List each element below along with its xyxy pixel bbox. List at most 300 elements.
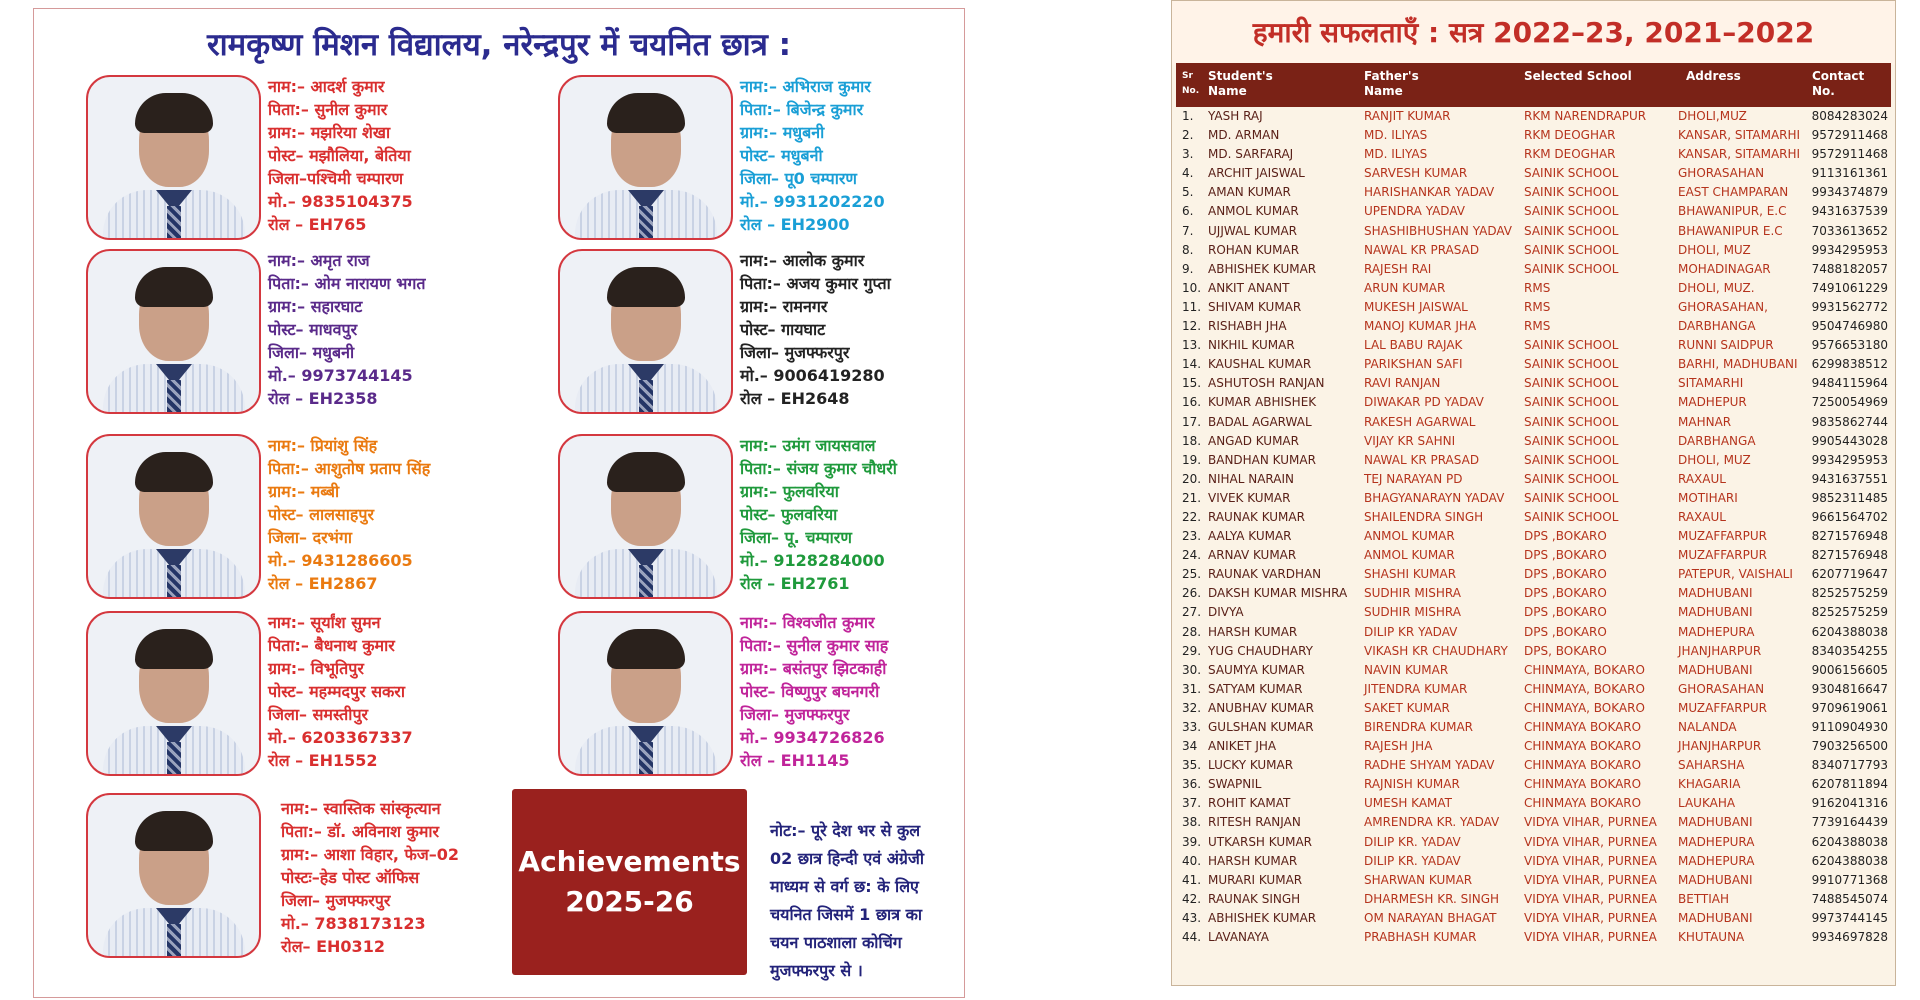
detail-line: मो.– 9431286605 — [268, 551, 413, 570]
cell-address: DHOLI, MUZ — [1678, 452, 1751, 467]
detail-line: पोस्टः–हेड पोस्ट ऑफिस — [281, 868, 420, 887]
cell-sr: 20. — [1182, 471, 1202, 486]
cell-contact: 9431637539 — [1811, 204, 1888, 219]
cell-father-name: HARISHANKAR YADAV — [1364, 185, 1495, 200]
cell-father-name: ANMOL KUMAR — [1364, 548, 1455, 563]
cell-contact: 9905443028 — [1811, 433, 1888, 448]
cell-contact: 8252575259 — [1811, 605, 1888, 620]
cell-father-name: RAVI RANJAN — [1364, 376, 1441, 391]
cell-school: RKM NARENDRAPUR — [1524, 109, 1647, 123]
cell-father-name: SHASHIBHUSHAN YADAV — [1364, 223, 1512, 238]
detail-line: मुजफ्फरपुर से । — [770, 961, 863, 980]
cell-student-name: HARSH KUMAR — [1208, 853, 1298, 868]
table-row — [1176, 298, 1891, 317]
cell-student-name: ABHISHEK KUMAR — [1208, 910, 1317, 925]
cell-address: MOHADINAGAR — [1678, 261, 1771, 276]
cell-sr: 4. — [1182, 166, 1194, 181]
cell-father-name: UMESH KAMAT — [1364, 796, 1453, 811]
table-row — [1176, 584, 1891, 603]
detail-line: नाम:– स्वास्तिक सांस्कृत्यान — [281, 799, 441, 818]
cell-school: DPS, BOKARO — [1524, 643, 1607, 658]
cell-school: CHINMAYA, BOKARO — [1524, 662, 1645, 677]
cell-student-name: LUCKY KUMAR — [1208, 758, 1294, 773]
cell-school: VIDYA VIHAR, PURNEA — [1524, 834, 1657, 849]
cell-contact: 9931562772 — [1811, 299, 1888, 314]
cell-father-name: DILIP KR. YADAV — [1364, 853, 1461, 868]
cell-school: VIDYA VIHAR, PURNEA — [1524, 930, 1657, 945]
table-row — [1176, 833, 1891, 852]
detail-line: चयन पाठशाला कोचिंग — [770, 933, 902, 952]
cell-sr: 3. — [1182, 147, 1194, 162]
cell-student-name: YUG CHAUDHARY — [1208, 643, 1313, 658]
detail-line: पिता:– आशुतोष प्रताप सिंह — [268, 459, 431, 478]
cell-school: DPS ,BOKARO — [1524, 529, 1607, 544]
cell-address: MAHNAR — [1678, 414, 1732, 429]
cell-school: RKM DEOGHAR — [1524, 147, 1616, 162]
detail-line: जिला– पू0 चम्पारण — [740, 169, 857, 188]
cell-contact: 9661564702 — [1811, 509, 1888, 524]
cell-student-name: ANIKET JHA — [1208, 739, 1277, 754]
table-row — [1176, 527, 1891, 546]
table-row — [1176, 718, 1891, 737]
cell-address: MADHEPURA — [1678, 624, 1755, 639]
cell-sr: 32. — [1182, 700, 1202, 715]
cell-sr: 23. — [1182, 529, 1202, 544]
cell-school: SAINIK SCHOOL — [1524, 357, 1619, 372]
cell-address: KHUTAUNA — [1678, 930, 1745, 945]
detail-line: नाम:– अभिराज कुमार — [740, 77, 871, 96]
cell-contact: 9934295953 — [1811, 242, 1888, 257]
cell-contact: 8084283024 — [1811, 109, 1888, 123]
cell-address: PATEPUR, VAISHALI — [1678, 567, 1793, 582]
cell-address: DARBHANGA — [1678, 433, 1756, 448]
achievements-banner — [512, 789, 747, 975]
cell-address: NALANDA — [1678, 720, 1737, 734]
cell-school: SAINIK SCHOOL — [1524, 452, 1619, 467]
table-row — [1176, 699, 1891, 718]
detail-line: पिता:– सुनील कुमार साह — [740, 636, 889, 655]
cell-father-name: NAWAL KR PRASAD — [1364, 242, 1480, 257]
detail-line: नाम:– आदर्श कुमार — [268, 77, 385, 96]
detail-line: नाम:– प्रियांशु सिंह — [268, 436, 378, 455]
cell-school: SAINIK SCHOOL — [1524, 509, 1619, 524]
cell-sr: 30. — [1182, 662, 1202, 677]
detail-line: पिता:– सुनील कुमार — [268, 100, 388, 119]
cell-address: GHORASAHAN, — [1678, 299, 1768, 314]
cell-school: DPS ,BOKARO — [1524, 548, 1607, 563]
table-row — [1176, 890, 1891, 909]
cell-sr: 21. — [1182, 490, 1202, 505]
cell-student-name: GULSHAN KUMAR — [1208, 720, 1314, 734]
cell-student-name: NIKHIL KUMAR — [1208, 338, 1295, 353]
table-row — [1176, 355, 1891, 374]
table-row — [1176, 794, 1891, 813]
cell-address: KANSAR, SITAMARHI — [1678, 147, 1801, 162]
cell-address: DARBHANGA — [1678, 319, 1756, 334]
cell-father-name: BHAGYANARAYN YADAV — [1364, 490, 1505, 505]
cell-school: VIDYA VIHAR, PURNEA — [1524, 853, 1657, 868]
cell-student-name: SHIVAM KUMAR — [1208, 299, 1302, 314]
cell-sr: 41. — [1182, 872, 1202, 887]
cell-school: RMS — [1524, 319, 1551, 334]
student-details — [268, 249, 425, 410]
cell-contact: 7491061229 — [1811, 280, 1888, 295]
table-row — [1176, 470, 1891, 489]
table-row — [1176, 871, 1891, 890]
detail-line: नाम:– आलोक कुमार — [740, 251, 865, 270]
cell-contact: 9576653180 — [1811, 338, 1888, 353]
table-row — [1176, 508, 1891, 527]
cell-father-name: SHASHI KUMAR — [1364, 567, 1457, 582]
header-contact: Contact No. — [1812, 69, 1865, 98]
student-details — [740, 75, 885, 236]
detail-line: पोस्ट– मझौलिया, बेतिया — [268, 146, 411, 165]
header-address: Address — [1686, 69, 1741, 83]
cell-address: BETTIAH — [1678, 891, 1730, 906]
cell-address: SITAMARHI — [1678, 376, 1744, 391]
cell-address: MUZAFFARPUR — [1678, 700, 1767, 715]
cell-student-name: SAUMYA KUMAR — [1208, 662, 1305, 677]
detail-line: पिता:– बैधनाथ कुमार — [268, 636, 395, 655]
table-row — [1176, 279, 1891, 298]
detail-line: चयनित जिसमें 1 छात्र का — [770, 905, 923, 924]
cell-student-name: UTKARSH KUMAR — [1208, 834, 1313, 849]
detail-line: रोल – EH2358 — [268, 389, 378, 408]
cell-student-name: MD. ARMAN — [1208, 128, 1280, 143]
cell-student-name: HARSH KUMAR — [1208, 624, 1298, 639]
header-sr: Sr No. — [1182, 71, 1200, 96]
cell-father-name: RADHE SHYAM YADAV — [1364, 758, 1495, 773]
cell-address: DHOLI, MUZ. — [1678, 280, 1755, 295]
cell-address: BHAWANIPUR, E.C — [1678, 204, 1787, 219]
detail-line: मो.– 7838173123 — [281, 914, 426, 933]
table-row — [1176, 432, 1891, 451]
detail-line: जिला– मुजफ्फरपुर — [740, 343, 850, 362]
cell-school: VIDYA VIHAR, PURNEA — [1524, 910, 1657, 925]
table-row — [1176, 241, 1891, 260]
cell-sr: 38. — [1182, 815, 1202, 830]
student-photo — [86, 75, 261, 240]
cell-father-name: ARUN KUMAR — [1364, 280, 1446, 295]
cell-contact: 7033613652 — [1811, 223, 1888, 238]
table-row — [1176, 909, 1891, 928]
detail-line: नाम:– विश्वजीत कुमार — [740, 613, 875, 632]
cell-address: BHAWANIPUR E.C — [1678, 223, 1783, 238]
table-row — [1176, 775, 1891, 794]
cell-contact: 7488545074 — [1811, 891, 1888, 906]
cell-school: DPS ,BOKARO — [1524, 624, 1607, 639]
cell-contact: 8252575259 — [1811, 586, 1888, 601]
cell-sr: 13. — [1182, 338, 1202, 353]
detail-line: ग्राम:– मधुबनी — [740, 123, 825, 142]
table-row — [1176, 202, 1891, 221]
cell-student-name: KAUSHAL KUMAR — [1208, 357, 1312, 372]
cell-student-name: ANUBHAV KUMAR — [1208, 700, 1314, 715]
detail-line: जिला– मधुबनी — [268, 343, 355, 362]
cell-school: RMS — [1524, 299, 1551, 314]
cell-sr: 1. — [1182, 109, 1194, 123]
cell-father-name: RAJESH JHA — [1364, 739, 1433, 754]
cell-contact: 8271576948 — [1811, 548, 1888, 563]
cell-contact: 9934295953 — [1811, 452, 1888, 467]
cell-student-name: MURARI KUMAR — [1208, 872, 1303, 887]
cell-father-name: LAL BABU RAJAK — [1364, 338, 1463, 353]
cell-student-name: RAUNAK VARDHAN — [1208, 567, 1322, 582]
cell-student-name: ANMOL KUMAR — [1208, 204, 1299, 219]
detail-line: ग्राम:– आशा विहार, फेज–02 — [281, 845, 459, 864]
student-photo — [86, 611, 261, 776]
table-row — [1176, 813, 1891, 832]
cell-address: MOTIHARI — [1678, 490, 1738, 505]
cell-address: KHAGARIA — [1678, 777, 1741, 792]
detail-line: पोस्ट– मधुबनी — [740, 146, 823, 165]
table-row — [1176, 222, 1891, 241]
cell-student-name: ROHIT KAMAT — [1208, 796, 1291, 811]
cell-sr: 31. — [1182, 681, 1202, 696]
cell-father-name: RAJNISH KUMAR — [1364, 777, 1460, 792]
header-father-name: Father's Name — [1364, 69, 1419, 98]
cell-father-name: MD. ILIYAS — [1364, 147, 1428, 162]
cell-contact: 9113161361 — [1811, 166, 1888, 181]
cell-contact: 9110904930 — [1811, 720, 1888, 734]
cell-sr: 10. — [1182, 280, 1202, 295]
table-row — [1176, 393, 1891, 412]
achievements-table-panel — [1171, 0, 1896, 986]
cell-father-name: SHARWAN KUMAR — [1364, 872, 1473, 887]
cell-contact: 6204388038 — [1811, 834, 1888, 849]
cell-address: MADHEPUR — [1678, 395, 1747, 410]
cell-sr: 35. — [1182, 758, 1202, 773]
cell-student-name: UJJWAL KUMAR — [1208, 223, 1298, 238]
cell-sr: 12. — [1182, 319, 1202, 334]
cell-sr: 42. — [1182, 891, 1202, 906]
cell-sr: 29. — [1182, 643, 1202, 658]
cell-address: GHORASAHAN — [1678, 166, 1765, 181]
detail-line: रोल – EH2648 — [740, 389, 850, 408]
cell-father-name: AMRENDRA KR. YADAV — [1364, 815, 1500, 830]
detail-line: नोट:– पूरे देश भर से कुल — [770, 821, 921, 840]
cell-sr: 19. — [1182, 452, 1202, 467]
cell-student-name: KUMAR ABHISHEK — [1208, 395, 1317, 410]
detail-line: ग्राम:– रामनगर — [740, 297, 828, 316]
cell-student-name: RAUNAK KUMAR — [1208, 509, 1305, 524]
cell-address: JHANJHARPUR — [1678, 643, 1762, 658]
cell-father-name: BIRENDRA KUMAR — [1364, 720, 1474, 734]
student-details — [740, 434, 897, 595]
cell-father-name: PRABHASH KUMAR — [1364, 930, 1477, 945]
cell-contact: 6207719647 — [1811, 567, 1888, 582]
cell-sr: 9. — [1182, 261, 1194, 276]
detail-line: मो.– 9006419280 — [740, 366, 885, 385]
cell-father-name: TEJ NARAYAN PD — [1364, 471, 1463, 486]
table-row — [1176, 489, 1891, 508]
detail-line: पिता:– डॉ. अविनाश कुमार — [281, 822, 440, 841]
student-details — [740, 611, 888, 772]
cell-address: SAHARSHA — [1678, 758, 1745, 773]
cell-student-name: ARNAV KUMAR — [1208, 548, 1297, 563]
cell-student-name: AMAN KUMAR — [1208, 185, 1291, 200]
cell-address: MADHUBANI — [1678, 815, 1753, 830]
header-selected-school: Selected School — [1524, 69, 1632, 83]
cell-school: SAINIK SCHOOL — [1524, 395, 1619, 410]
cell-father-name: SUDHIR MISHRA — [1364, 605, 1461, 620]
cell-address: MADHEPURA — [1678, 834, 1755, 849]
cell-student-name: RAUNAK SINGH — [1208, 891, 1301, 906]
table-row — [1176, 680, 1891, 699]
cell-student-name: LAVANAYA — [1208, 930, 1269, 945]
cell-father-name: MD. ILIYAS — [1364, 128, 1428, 143]
cell-school: SAINIK SCHOOL — [1524, 338, 1619, 353]
cell-address: RUNNI SAIDPUR — [1678, 338, 1774, 353]
cell-student-name: SWAPNIL — [1208, 777, 1262, 792]
cell-sr: 37. — [1182, 796, 1202, 811]
cell-contact: 6204388038 — [1811, 853, 1888, 868]
cell-father-name: NAVIN KUMAR — [1364, 662, 1449, 677]
cell-school: DPS ,BOKARO — [1524, 586, 1607, 601]
cell-student-name: ARCHIT JAISWAL — [1208, 166, 1305, 181]
cell-contact: 9852311485 — [1811, 490, 1888, 505]
cell-sr: 6. — [1182, 204, 1194, 219]
cell-sr: 2. — [1182, 128, 1194, 143]
cell-address: MADHUBANI — [1678, 605, 1753, 620]
cell-school: SAINIK SCHOOL — [1524, 490, 1619, 505]
cell-father-name: RANJIT KUMAR — [1364, 109, 1451, 123]
cell-address: RAXAUL — [1678, 471, 1726, 486]
cell-address: MADHEPURA — [1678, 853, 1755, 868]
cell-sr: 43. — [1182, 910, 1202, 925]
detail-line: पिता:– ओम नारायण भगत — [268, 274, 426, 293]
detail-line: जिला– पू. चम्पारण — [740, 528, 852, 547]
detail-line: रोल – EH765 — [268, 215, 367, 234]
cell-address: MADHUBANI — [1678, 662, 1753, 677]
cell-father-name: PARIKSHAN SAFI — [1364, 357, 1463, 372]
detail-line: जिला– दरभंगा — [268, 528, 353, 547]
cell-contact: 9973744145 — [1811, 910, 1888, 925]
cell-school: DPS ,BOKARO — [1524, 605, 1607, 620]
cell-father-name: NAWAL KR PRASAD — [1364, 452, 1480, 467]
cell-sr: 26. — [1182, 586, 1202, 601]
cell-father-name: RAKESH AGARWAL — [1364, 414, 1476, 429]
cell-student-name: AALYA KUMAR — [1208, 529, 1292, 544]
cell-sr: 18. — [1182, 433, 1202, 448]
cell-father-name: DIWAKAR PD YADAV — [1364, 395, 1484, 410]
cell-student-name: ABHISHEK KUMAR — [1208, 261, 1317, 276]
cell-address: RAXAUL — [1678, 509, 1726, 524]
cell-contact: 8340354255 — [1811, 643, 1888, 658]
detail-line: मो.– 6203367337 — [268, 728, 413, 747]
cell-contact: 9934374879 — [1811, 185, 1888, 200]
cell-student-name: ASHUTOSH RANJAN — [1208, 376, 1325, 391]
cell-school: SAINIK SCHOOL — [1524, 185, 1619, 200]
table-row — [1176, 107, 1891, 126]
cell-student-name: NIHAL NARAIN — [1208, 471, 1295, 486]
detail-line: रोल – EH2900 — [740, 215, 850, 234]
detail-line: ग्राम:– मब्बी — [268, 482, 340, 501]
table-body — [1176, 107, 1891, 947]
detail-line: मो.– 9973744145 — [268, 366, 413, 385]
cell-school: RMS — [1524, 280, 1551, 295]
cell-father-name: JITENDRA KUMAR — [1364, 681, 1468, 696]
cell-student-name: ROHAN KUMAR — [1208, 242, 1300, 257]
cell-father-name: SHAILENDRA SINGH — [1364, 509, 1484, 524]
cell-address: LAUKAHA — [1678, 796, 1736, 811]
detail-line: रोल – EH1145 — [740, 751, 850, 770]
cell-contact: 6204388038 — [1811, 624, 1888, 639]
cell-contact: 6299838512 — [1811, 357, 1888, 372]
cell-student-name: ANGAD KUMAR — [1208, 433, 1299, 448]
detail-line: पिता:– बिजेन्द्र कुमार — [740, 100, 864, 119]
detail-line: पिता:– अजय कुमार गुप्ता — [740, 274, 891, 293]
table-row — [1176, 317, 1891, 336]
cell-school: CHINMAYA, BOKARO — [1524, 700, 1645, 715]
cell-student-name: RISHABH JHA — [1208, 319, 1287, 334]
cell-school: SAINIK SCHOOL — [1524, 471, 1619, 486]
cell-address: MUZAFFARPUR — [1678, 529, 1767, 544]
detail-line: पोस्ट– गायघाट — [740, 320, 826, 339]
cell-sr: 28. — [1182, 624, 1202, 639]
detail-line: ग्राम:– फुलवरिया — [740, 482, 839, 501]
cell-father-name: VIKASH KR CHAUDHARY — [1364, 643, 1508, 658]
table-row — [1176, 603, 1891, 622]
header-student-name: Student's Name — [1208, 69, 1273, 98]
detail-line: रोल – EH2761 — [740, 574, 850, 593]
cell-sr: 39. — [1182, 834, 1202, 849]
table-row — [1176, 413, 1891, 432]
cell-sr: 11. — [1182, 299, 1202, 314]
cell-father-name: DHARMESH KR. SINGH — [1364, 891, 1500, 906]
table-row — [1176, 546, 1891, 565]
cell-school: SAINIK SCHOOL — [1524, 204, 1619, 219]
cell-father-name: SAKET KUMAR — [1364, 700, 1450, 715]
detail-line: जिला– समस्तीपुर — [268, 705, 369, 724]
detail-line: नाम:– सूर्यांश सुमन — [268, 613, 381, 632]
cell-student-name: DIVYA — [1208, 605, 1244, 620]
cell-contact: 9910771368 — [1811, 872, 1888, 887]
cell-school: CHINMAYA BOKARO — [1524, 796, 1642, 811]
student-details — [268, 611, 413, 772]
cell-student-name: SATYAM KUMAR — [1208, 681, 1303, 696]
cell-school: SAINIK SCHOOL — [1524, 376, 1619, 391]
student-photo — [558, 249, 733, 414]
cell-contact: 6207811894 — [1811, 777, 1888, 792]
cell-contact: 9835862744 — [1811, 414, 1888, 429]
detail-line: जिला– मुजफ्फरपुर — [281, 891, 391, 910]
cell-student-name: VIVEK KUMAR — [1208, 490, 1291, 505]
detail-line: ग्राम:– मझरिया शेखा — [268, 123, 391, 142]
cell-father-name: DILIP KR. YADAV — [1364, 834, 1461, 849]
detail-line: नाम:– उमंग जायसवाल — [740, 436, 876, 455]
cell-father-name: SARVESH KUMAR — [1364, 166, 1468, 181]
cell-contact: 7488182057 — [1811, 261, 1888, 276]
student-photo — [558, 75, 733, 240]
table-row — [1176, 565, 1891, 584]
cell-student-name: BANDHAN KUMAR — [1208, 452, 1316, 467]
cell-school: SAINIK SCHOOL — [1524, 261, 1619, 276]
cell-contact: 9709619061 — [1811, 700, 1888, 715]
table-row — [1176, 451, 1891, 470]
cell-contact: 9934697828 — [1811, 930, 1888, 945]
detail-line: रोल– EH0312 — [281, 937, 385, 956]
cell-father-name: RAJESH RAI — [1364, 261, 1432, 276]
student-photo — [86, 434, 261, 599]
cell-address: MADHUBANI — [1678, 586, 1753, 601]
cell-sr: 40. — [1182, 853, 1202, 868]
cell-school: SAINIK SCHOOL — [1524, 166, 1619, 181]
detail-line: पोस्ट– लालसाहपुर — [268, 505, 375, 524]
cell-father-name: SUDHIR MISHRA — [1364, 586, 1461, 601]
cell-school: SAINIK SCHOOL — [1524, 242, 1619, 257]
cell-address: BARHI, MADHUBANI — [1678, 357, 1798, 372]
